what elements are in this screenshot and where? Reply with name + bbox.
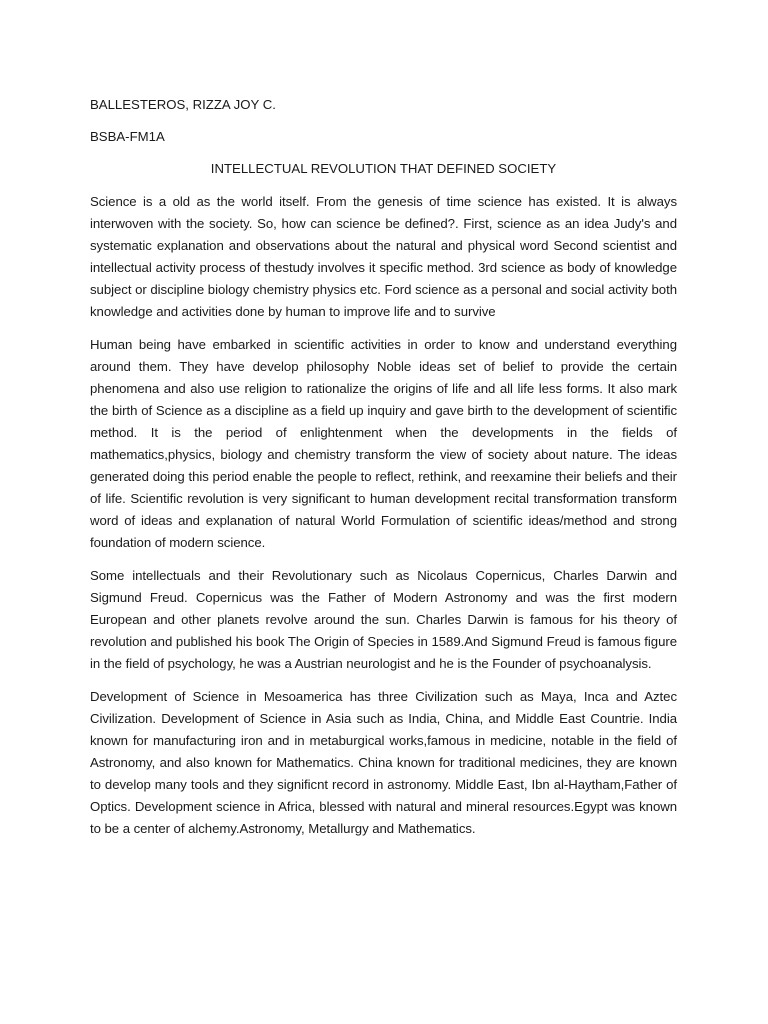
author-name: BALLESTEROS, RIZZA JOY C. (90, 97, 276, 112)
document-title: INTELLECTUAL REVOLUTION THAT DEFINED SOCIETY (210, 161, 557, 176)
paragraph-definition-of-science: Science is a old as the world itself. From the genesis of time science has existed. It is always interwoven with the society. So, how can science be defined?. First, science as an idea Judy's and systematic explanation and observations about the natural and physical word Second scientist and intellectual activity process of thestudy involves it specific method. 3rd science as body of knowledge subject or discipline biology chemistry physics etc. Ford science as a personal and social activity both knowledge and activities done by human to improve life and to survive (90, 194, 677, 319)
paragraph-intellectuals: Some intellectuals and their Revolutionary such as Nicolaus Copernicus, Charles Darwin and Sigmund Freud. Copernicus was the Father of Modern Astronomy and was the first modern European and other planets revolve around the sun. Charles Darwin is famous for his theory of revolution and published his book The Origin of Species in 1589.And Sigmund Freud is famous figure in the field of psychology, he was a Austrian neurologist and he is the Founder of psychoanalysis. (90, 568, 677, 671)
paragraph-scientific-activities: Human being have embarked in scientific activities in order to know and understand everything around them. They have develop philosophy Noble ideas set of belief to provide the certain phenomena and also use religion to rationalize the origins of life and all life less forms. It also mark the birth of Science as a discipline as a field up inquiry and gave birth to the development of scientific method. It is the period of enlightenment when the developments in the fields of mathematics,physics, biology and chemistry transform the view of society about nature. The ideas generated doing this period enable the people to reflect, rethink, and reexamine their beliefs and their of life. Scientific revolution is very significant to human development recital transformation transform word of ideas and explanation of natural World Formulation of scientific ideas/method and strong foundation of modern science. (90, 337, 677, 550)
paragraph-science-development: Development of Science in Mesoamerica has three Civilization such as Maya, Inca and Aztec Civilization. Development of Science in Asia such as India, China, and Middle East Countrie. India known for manufacturing iron and in metaburgical works,famous in medicine, notable in the field of Astronomy, and also known for Mathematics. China known for traditional medicines, they are known to develop many tools and they significnt record in astronomy. Middle East, Ibn al-Haytham,Father of Optics. Development science in Africa, blessed with natural and mineral resources.Egypt was known to be a center of alchemy.Astronomy, Metallurgy and Mathematics. (90, 689, 677, 836)
course-code: BSBA-FM1A (90, 129, 165, 144)
document-body (90, 94, 677, 851)
